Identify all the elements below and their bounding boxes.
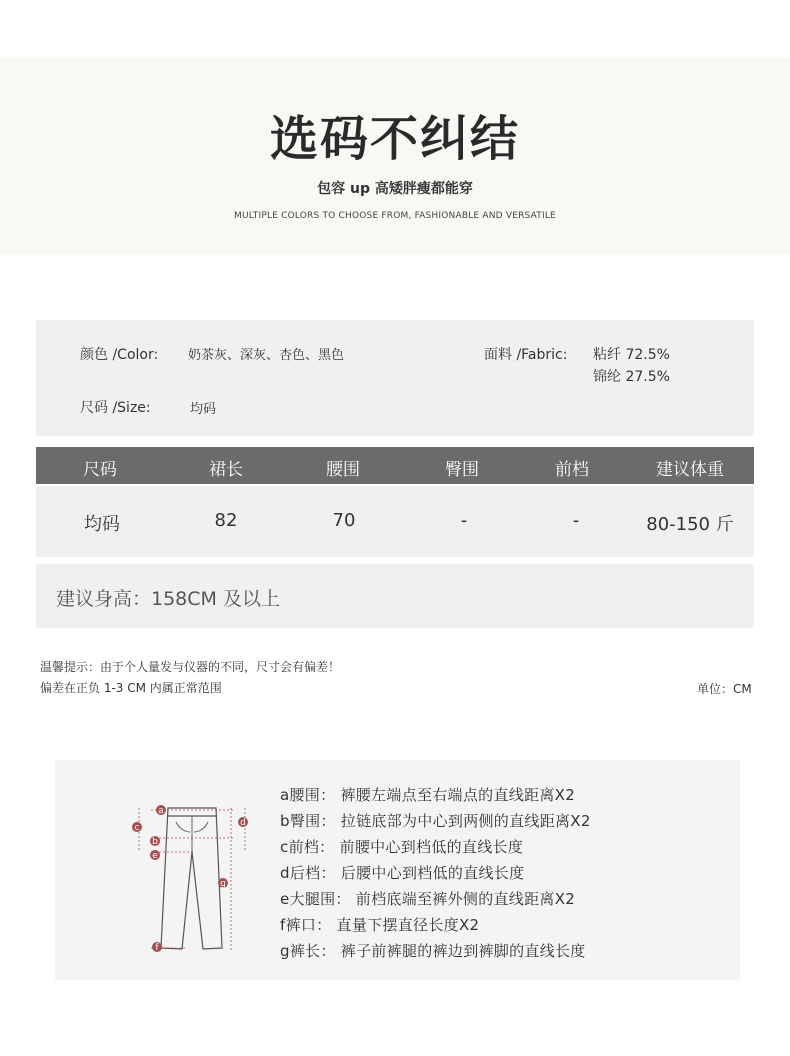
header-cell-weight: 建议体重 [656, 460, 724, 480]
row-cell-front-rise: - [572, 510, 580, 531]
size-table-header [36, 447, 754, 484]
size-label: 尺码 /Size: [80, 400, 151, 416]
height-text: 建议身高：158CM 及以上 [56, 588, 280, 610]
definition-hip: b臀围： 拉链底部为中心到两侧的直线距离X2 [280, 812, 591, 830]
color-label: 颜色 /Color: [80, 347, 159, 363]
row-cell-size: 均码 [84, 514, 120, 535]
tip-note-2: 偏差在正负 1-3 CM 内属正常范围 [40, 681, 222, 695]
row-cell-hip: - [460, 510, 468, 531]
fabric-label: 面料 /Fabric: [484, 347, 568, 363]
definition-length: g裤长： 裤子前裤腿的裤边到裤脚的直线长度 [280, 942, 586, 960]
page-tagline: MULTIPLE COLORS TO CHOOSE FROM, FASHIONABLE AND VERSATILE [234, 211, 556, 221]
marker-c-label: c [134, 823, 140, 833]
definition-front-rise: c前档： 前腰中心到档低的直线长度 [280, 838, 524, 856]
size-value: 均码 [190, 402, 217, 417]
definition-back-rise: d后档： 后腰中心到档低的直线长度 [280, 864, 525, 882]
table-row [36, 486, 754, 557]
marker-d-label: d [240, 818, 246, 828]
definition-waist: a腰围： 裤腰左端点至右端点的直线距离X2 [280, 786, 576, 804]
marker-b-label: b [152, 837, 158, 847]
fabric-value-1: 粘纤 72.5% [593, 347, 670, 363]
header-cell-waist: 腰围 [326, 460, 360, 480]
header-cell-front-rise: 前档 [555, 460, 589, 480]
measurement-diagram-panel [55, 760, 740, 980]
pants-diagram [55, 760, 255, 980]
header-cell-hip: 臀围 [445, 460, 479, 480]
marker-a-label: a [158, 806, 164, 816]
marker-e-label: e [152, 851, 158, 861]
row-cell-length: 82 [214, 510, 238, 531]
unit-label: 单位：CM [697, 682, 752, 696]
page-title: 选码不纠结 [269, 111, 520, 167]
size-table [36, 447, 754, 557]
header-cell-size: 尺码 [83, 460, 117, 480]
row-cell-waist: 70 [332, 510, 356, 531]
product-info-panel [36, 320, 754, 436]
tip-note-1: 温馨提示：由于个人量发与仪器的不同，尺寸会有偏差！ [40, 660, 341, 674]
pants-outline [161, 808, 222, 949]
definition-leg-opening: f裤口： 直量下摆直径长度X2 [280, 916, 480, 934]
header-cell-length: 裙长 [209, 460, 243, 480]
definition-thigh: e大腿围： 前档底端至裤外侧的直线距离X2 [280, 890, 576, 908]
height-recommendation [36, 564, 754, 628]
row-cell-weight: 80-150 斤 [646, 514, 734, 535]
marker-g-label: g [220, 879, 226, 889]
marker-f-label: f [155, 943, 159, 953]
page-subtitle: 包容 up 高矮胖瘦都能穿 [317, 181, 473, 197]
fabric-value-2: 锦纶 27.5% [593, 369, 670, 385]
header-banner [0, 58, 790, 254]
measurement-markers [132, 805, 248, 953]
color-value: 奶茶灰、深灰、杏色、黑色 [188, 348, 345, 363]
